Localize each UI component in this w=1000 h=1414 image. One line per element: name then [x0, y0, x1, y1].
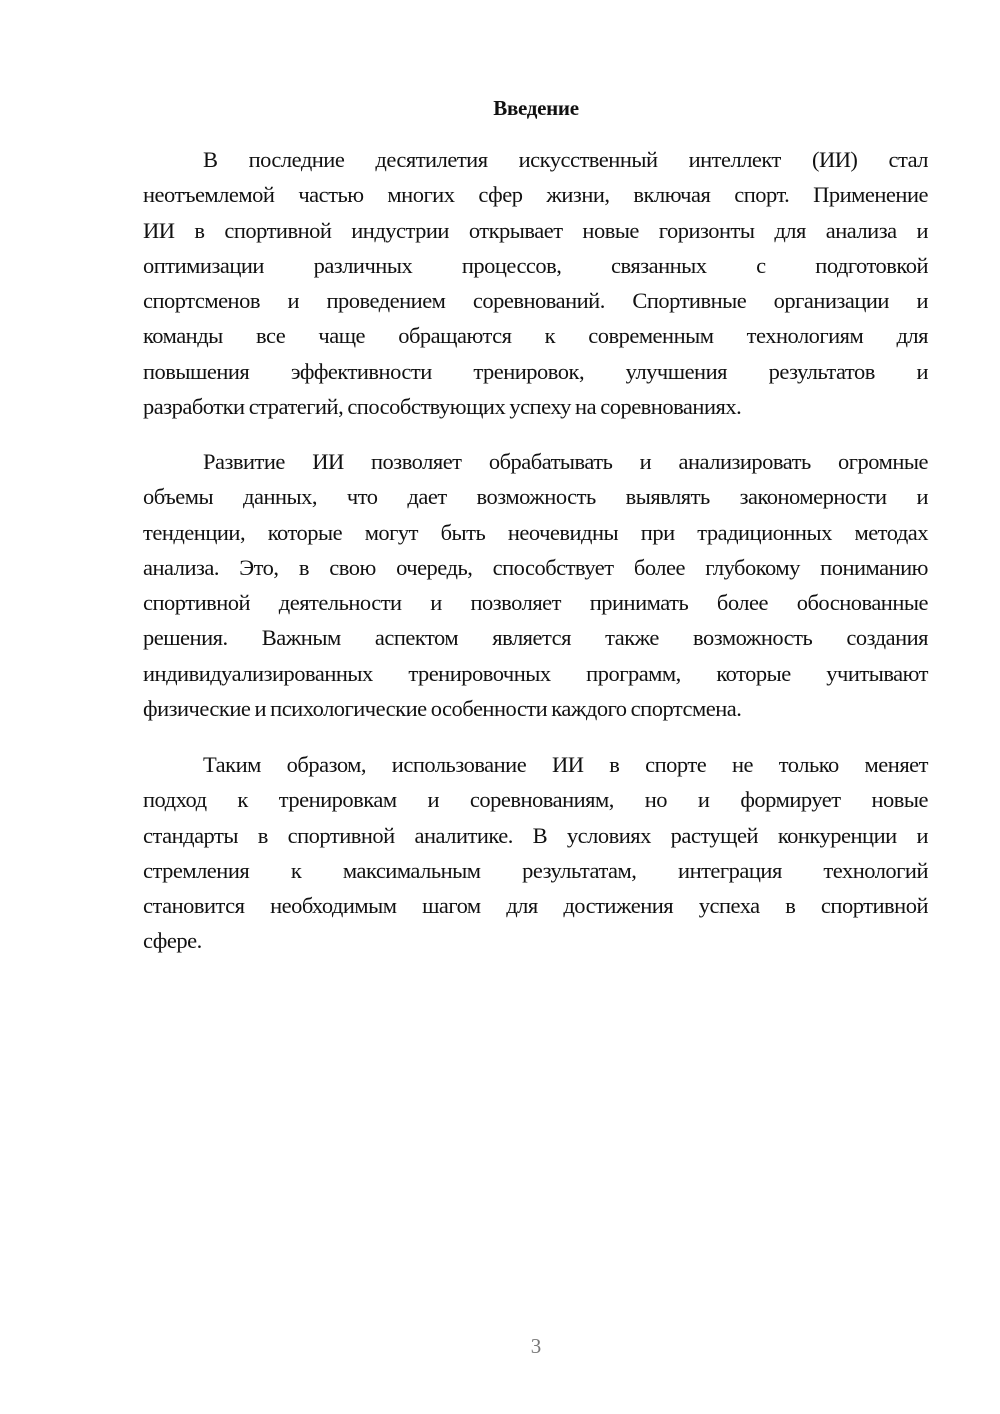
- text-line: спортсменов и проведением соревнований. Спортивные организации и: [143, 288, 928, 314]
- text-line: анализа. Это, в свою очередь, способствует более глубокому пониманию: [143, 554, 928, 580]
- paragraph-3: [143, 747, 928, 959]
- text-line: подход к тренировкам и соревнованиям, но и формирует новые: [143, 787, 928, 813]
- text-line: объемы данных, что дает возможность выявлять закономерности и: [143, 484, 928, 510]
- page-number: 3: [530, 1334, 542, 1358]
- text-line: команды все чаще обращаются к современным технологиям для: [143, 323, 928, 349]
- text-line: сфере.: [143, 928, 202, 954]
- text-line: Развитие ИИ позволяет обрабатывать и анализировать огромные: [203, 449, 928, 474]
- section-title: Введение: [493, 96, 579, 120]
- paragraph-1: [143, 142, 928, 424]
- text-line: В последние десятилетия искусственный интеллект (ИИ) стал: [203, 147, 928, 172]
- text-line: Таким образом, использование ИИ в спорте не только меняет: [203, 752, 928, 777]
- text-line: решения. Важным аспектом является также возможность создания: [143, 625, 928, 651]
- paragraph-2: [143, 444, 928, 726]
- text-line: ИИ в спортивной индустрии открывает новые горизонты для анализа и: [143, 217, 928, 243]
- text-line: физические и психологические особенности каждого спортсмена.: [143, 696, 742, 722]
- text-line: оптимизации различных процессов, связанных с подготовкой: [143, 252, 928, 278]
- text-line: повышения эффективности тренировок, улучшения результатов и: [143, 358, 928, 384]
- text-line: спортивной деятельности и позволяет принимать более обоснованные: [143, 590, 928, 616]
- text-line: неотъемлемой частью многих сфер жизни, включая спорт. Применение: [143, 182, 928, 208]
- text-line: индивидуализированных тренировочных программ, которые учитывают: [143, 660, 928, 686]
- text-line: стандарты в спортивной аналитике. В условиях растущей конкуренции и: [143, 822, 928, 848]
- text-line: тенденции, которые могут быть неочевидны при традиционных методах: [143, 519, 928, 545]
- text-line: разработки стратегий, способствующих успеху на соревнованиях.: [143, 394, 742, 420]
- text-line: стремления к максимальным результатам, интеграция технологий: [143, 857, 928, 883]
- text-line: становится необходимым шагом для достижения успеха в спортивной: [143, 893, 928, 919]
